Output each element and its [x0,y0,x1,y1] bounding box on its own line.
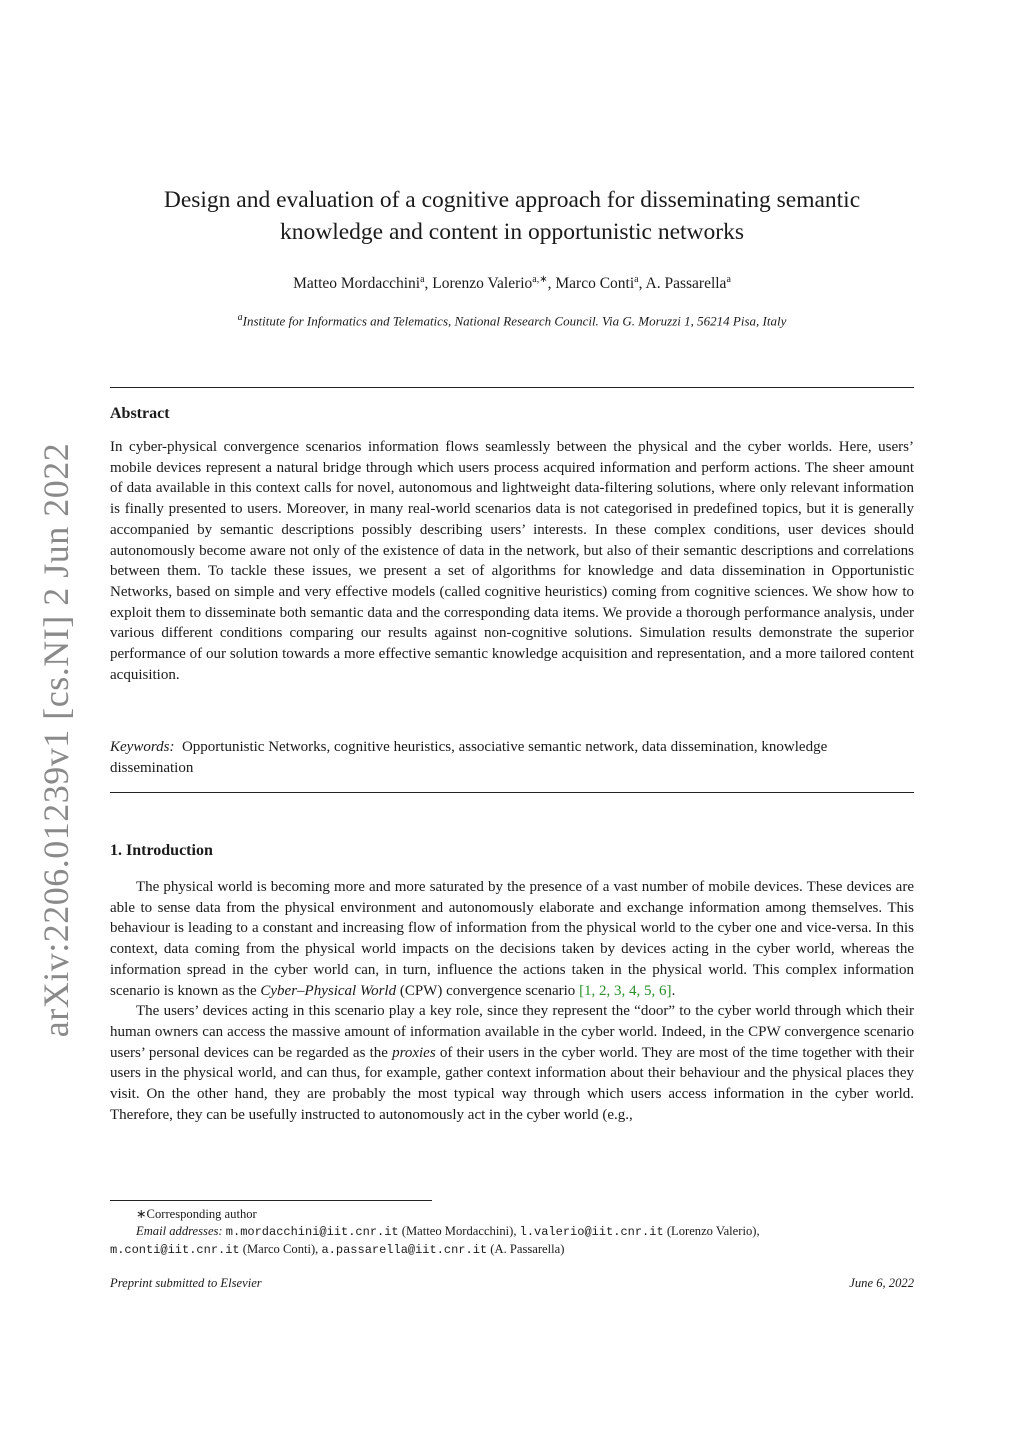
intro-p2-text: The users’ devices acting in this scenario play a key role, since they represent the “door” to the cyber world through which their human owners can access the massive amount of information available in the cyber world. Indeed, in the CPW convergence scenario users’ personal devices can be regarded as the [110,1003,914,1061]
footnote [110,1206,914,1259]
abstract-text: In cyber-physical convergence scenarios information flows seamlessly between the physical and the cyber worlds. Here, users’ mobile devices represent a natural bridge through which users process acquired information and perform actions. The sheer amount of data available in this context calls for novel, autonomous and lightweight data-filtering solutions, where only relevant information is finally presented to users. Moreover, in many real-world scenarios data is not categorised in predefined topics, but it is generally accompanied by semantic descriptions possibly describing users’ interests. In these complex conditions, user devices should autonomously become aware not only of the existence of data in the network, but also of their semantic descriptions and correlations between them. To tackle these issues, we present a set of algorithms for knowledge and data dissemination in Opportunistic Networks, based on simple and very effective models (called cognitive heuristics) coming from cognitive sciences. We show how to exploit them to disseminate both semantic data and the corresponding data items. We provide a thorough performance analysis, under various different conditions comparing our results against non-cognitive solutions. Simulation results demonstrate the superior performance of our solution towards a more effective semantic knowledge acquisition and representation, and a more tailored content acquisition. [110,439,914,683]
title-line-2: knowledge and content in opportunistic networks [279,219,745,245]
author-sup: a [420,274,425,285]
footer-journal: Preprint submitted to Elsevier [110,1276,262,1290]
footnote-rule [110,1200,432,1201]
email-address[interactable]: m.mordacchini@iit.cnr.it [225,1225,399,1239]
author-name: Lorenzo Valerio [432,275,533,293]
author-sup: a [634,274,639,285]
email-address[interactable]: l.valerio@iit.cnr.it [519,1225,664,1239]
affiliation-sup: a [237,312,243,323]
footer-date: June 6, 2022 [849,1276,914,1290]
author-sup: a,∗ [532,274,548,285]
intro-p1-after: (CPW) convergence scenario [396,982,580,999]
author-name: A. Passarella [645,275,727,293]
intro-p1-end: . [671,982,676,999]
keywords [110,737,914,778]
top-rule [110,387,914,388]
introduction-body [110,877,914,1125]
keywords-label: Keywords: [110,739,175,755]
author-sup: a [726,274,731,285]
intro-p2-after: of their users in the cyber world. They are most of the time together with their users in the physical world, and can thus, for example, gather context information about their behaviour and the physical places they visit. On the other hand, they are probably the most typical way through which users access information in the cyber world. Therefore, they can be usefully instructed to autonomously act in the cyber world (e.g., [110,1044,914,1123]
email-owner: (Matteo Mordacchini), [401,1224,517,1238]
abstract-heading: Abstract [110,405,170,422]
affiliation-text: Institute for Informatics and Telematics, National Research Council. Via G. Moruzzi 1, 56214 Pisa, Italy [242,313,787,329]
intro-paragraph-2 [110,1001,914,1125]
affiliation [110,312,914,329]
author-list: Matteo Mordacchini$^a$, Lorenzo Valerio$^{a,∗}$, Marco Conti$^a$, A. Passarella$^a$ [293,274,731,293]
bottom-rule [110,792,914,793]
intro-p1-emphasis: Cyber–Physical World [260,982,397,999]
author-name: Marco Conti [555,275,635,293]
email-owner: (Marco Conti), [242,1242,319,1256]
email-line-1 [110,1223,914,1241]
intro-p2-emphasis: proxies [392,1044,436,1061]
intro-p1-text: The physical world is becoming more and more saturated by the presence of a vast number of mobile devices. These devices are able to sense data from the physical environment and autonomously elaborate and exchange information among themselves. This behaviour is leading to a constant and increasing flow of information from the physical world to the cyber one and vice-versa. In this context, data coming from the physical world impacts on the decisions taken by devices acting in the cyber world, whereas the information spread in the cyber world can, in turn, influence the actions taken in the physical world. This complex information scenario is known as the [110,879,914,999]
title-line-1: Design and evaluation of a cognitive approach for disseminating semantic [163,187,861,213]
corresponding-author-note: ∗Corresponding author [136,1207,257,1221]
email-address[interactable]: m.conti@iit.cnr.it [110,1243,240,1257]
email-label: Email addresses: [136,1224,223,1238]
arxiv-identifier: arXiv:2206.01239v1 [cs.NI] 2 Jun 2022 [36,442,76,1038]
email-line-2 [110,1241,914,1259]
intro-paragraph-1 [110,877,914,1001]
section-heading: 1. Introduction [110,842,213,859]
author-name: Matteo Mordacchini [293,275,421,293]
email-address[interactable]: a.passarella@iit.cnr.it [321,1243,488,1257]
keywords-text: Opportunistic Networks, cognitive heuristics, associative semantic network, data dissemination, knowledge dissemination [110,739,828,776]
email-owner: (Lorenzo Valerio), [666,1224,760,1238]
citation-links[interactable]: [1, 2, 3, 4, 5, 6] [579,982,672,999]
paper-title [110,184,914,248]
email-owner: (A. Passarella) [490,1242,565,1256]
